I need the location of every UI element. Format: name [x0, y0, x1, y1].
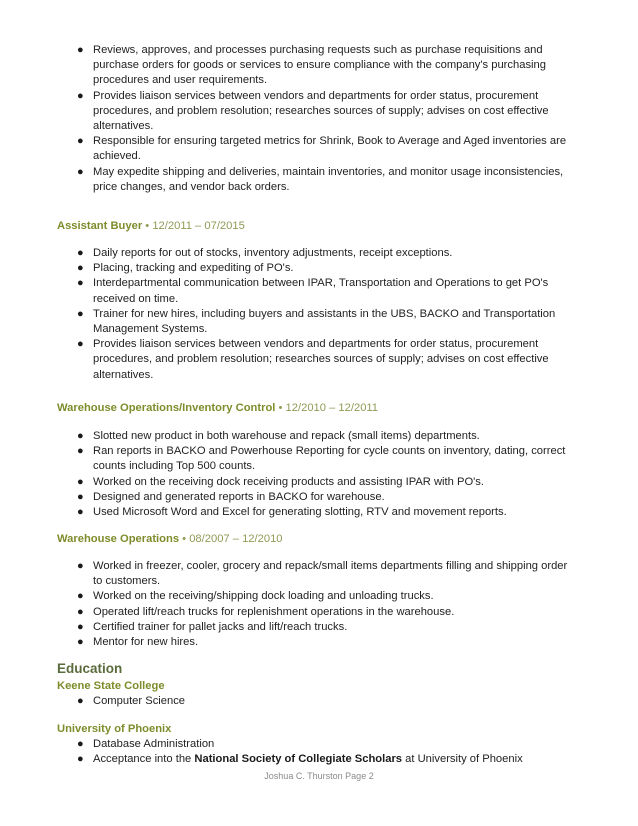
job-title: Assistant Buyer	[57, 220, 143, 232]
job-heading-assistant-buyer	[57, 219, 245, 233]
bullet-icon: ●	[77, 430, 84, 442]
bullet-icon: ●	[77, 738, 84, 750]
bullet-icon: ●	[77, 506, 84, 519]
list-item: ● Certified trainer for pallet jacks and lift/reach trucks.	[0, 620, 638, 635]
job-dates: 08/2007 – 12/2010	[189, 533, 283, 545]
list-item: ● Database Administration	[0, 737, 638, 752]
job-dates: 12/2011 – 07/2015	[152, 220, 245, 232]
list-item: ● May expedite shipping and deliveries, maintain inventories, and monitor usage inconsistencies, price changes, and vendor back orders.	[77, 165, 564, 193]
bullet-icon: ●	[77, 753, 84, 766]
assistant-buyer-bullets	[0, 246, 638, 383]
bullet-icon: ●	[77, 695, 84, 707]
list-item: ● Worked on the receiving/shipping dock loading and unloading trucks.	[0, 589, 638, 604]
job-separator: •	[179, 533, 190, 545]
bullet-icon: ●	[77, 338, 84, 351]
bullet-icon: ●	[77, 307, 84, 320]
bullet-icon: ●	[77, 89, 84, 102]
job-separator: •	[275, 402, 286, 414]
list-item: ● Operated lift/reach trucks for replenishment operations in the warehouse.	[0, 605, 638, 620]
bullet-icon: ●	[77, 620, 84, 633]
list-item: ● Used Microsoft Word and Excel for generating slotting, RTV and movement reports.	[0, 505, 638, 520]
list-item: ● Ran reports in BACKO and Powerhouse Reporting for cycle counts on inventory, dating, correct counts including Top 500 counts.	[77, 445, 566, 473]
job-heading-inventory-control	[57, 401, 378, 415]
job-heading-warehouse-operations	[57, 532, 283, 546]
education-heading: Education	[57, 661, 123, 676]
honor-society-name: National Society of Collegiate Scholars	[194, 753, 403, 766]
bullet-icon: ●	[77, 605, 84, 618]
school-name: Keene State College	[57, 680, 165, 692]
keene-state-items	[0, 694, 638, 709]
list-item: ● Designed and generated reports in BACKO for warehouse.	[0, 490, 638, 505]
bullet-icon: ●	[77, 445, 84, 458]
list-item: ● Reviews, approves, and processes purchasing requests such as purchase requisitions and purchase orders for goods or services to ensure compliance with the company's purchasing procedures and user requirements.	[77, 44, 546, 87]
bullet-icon: ●	[77, 560, 84, 572]
list-item: ● Worked on the receiving dock receiving products and assisting IPAR with PO's.	[0, 475, 638, 490]
job-separator: •	[142, 220, 153, 232]
warehouse-operations-bullets	[0, 559, 638, 650]
previous-job-bullets	[0, 43, 638, 195]
list-item: ● Provides liaison services between vendors and departments for order status, procurement procedures, and problem resolution; researches sources of supply; advises on cost effective alternatives.	[77, 89, 549, 133]
job-dates: 12/2010 – 12/2011	[285, 402, 379, 414]
list-item: ● Mentor for new hires.	[0, 635, 638, 650]
list-item: ● Daily reports for out of stocks, inventory adjustments, receipt exceptions.	[0, 246, 638, 261]
bullet-icon: ●	[77, 247, 84, 259]
bullet-icon: ●	[77, 277, 84, 290]
bullet-icon: ●	[77, 590, 84, 603]
bullet-icon: ●	[77, 490, 84, 503]
job-title: Warehouse Operations/Inventory Control	[57, 402, 276, 414]
bullet-icon: ●	[77, 262, 84, 275]
list-item: ● Trainer for new hires, including buyers and assistants in the UBS, BACKO and Transportation Management Systems.	[77, 307, 556, 336]
list-item: ● Computer Science	[0, 694, 638, 709]
bullet-icon: ●	[77, 165, 84, 178]
list-item: ● Placing, tracking and expediting of PO's.	[0, 261, 638, 276]
list-item: ● Provides liaison services between vendors and departments for order status, procurement procedures, and problem resolution; researches sources of supply; advises on cost effective alternatives.	[77, 338, 549, 381]
school-name: University of Phoenix	[57, 723, 172, 735]
page-footer: Joshua C. Thurston Page 2	[264, 771, 374, 781]
list-item: ● Slotted new product in both warehouse and repack (small items) departments.	[0, 429, 638, 444]
list-item: ● Responsible for ensuring targeted metrics for Shrink, Book to Average and Aged inventories are achieved.	[77, 135, 567, 163]
list-item: ● Interdepartmental communication between IPAR, Transportation and Operations to get PO's received on time.	[77, 277, 549, 305]
list-item: ● Worked in freezer, cooler, grocery and repack/small items departments filling and shipping order to customers.	[77, 560, 568, 588]
inventory-control-bullets	[0, 429, 638, 520]
list-item: ● Acceptance into the National Society of Collegiate Scholars at University of Phoenix	[0, 752, 638, 767]
bullet-icon: ●	[77, 636, 84, 649]
bullet-icon: ●	[77, 44, 84, 56]
phoenix-items	[0, 737, 638, 767]
bullet-icon: ●	[77, 475, 84, 488]
job-title: Warehouse Operations	[57, 533, 180, 545]
bullet-icon: ●	[77, 135, 84, 148]
